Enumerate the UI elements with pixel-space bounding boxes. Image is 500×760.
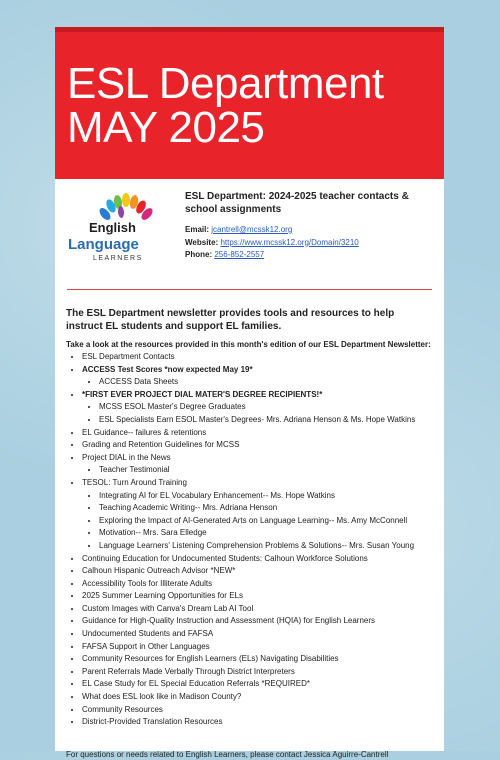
sub-list (82, 401, 432, 426)
newsletter-card (55, 27, 444, 759)
list-item[interactable] (82, 389, 432, 427)
sub-list-item[interactable]: • Integrating AI for EL Vocabulary Enhancement-- Ms. Hope Watkins (99, 490, 432, 503)
sub-list (82, 490, 432, 553)
list-item[interactable] (82, 641, 432, 654)
list-item-label[interactable]: *FIRST EVER PROJECT DIAL MATER'S DEGREE RECIPIENTS!* (82, 389, 323, 399)
list-item[interactable] (82, 653, 432, 666)
list-item[interactable] (82, 603, 432, 616)
list-item-label[interactable]: What does ESL look like in Madison County? (82, 692, 242, 702)
list-item-label[interactable]: Calhoun Hispanic Outreach Advisor *NEW* (82, 566, 236, 576)
page-title (67, 59, 432, 152)
list-item[interactable] (82, 590, 432, 603)
list-item[interactable] (82, 716, 432, 729)
list-item-label[interactable]: ESL Department Contacts (82, 352, 175, 361)
list-item-label[interactable]: EL Guidance-- failures & retentions (82, 427, 207, 437)
list-item[interactable] (82, 565, 432, 578)
list-item[interactable] (82, 678, 432, 691)
title-line-1: ESL Department (67, 59, 384, 108)
list-item-label[interactable]: EL Case Study for EL Special Education Referrals *REQUIRED* (82, 679, 310, 689)
intro-text: The ESL Department newsletter provides tools and resources to help instruct EL students and support EL families. (66, 308, 395, 332)
sub-list-item[interactable]: • Teacher Testimonial (99, 464, 432, 477)
phone-line (185, 249, 432, 262)
footer-text: For questions or needs related to English Learners, please contact Jessica Aguirre-Cantrell (66, 749, 389, 759)
list-item[interactable] (82, 666, 432, 679)
list-item[interactable] (82, 452, 432, 477)
sub-list-item[interactable]: • MCSS ESOL Master's Degree Graduates (99, 401, 432, 414)
list-item-label[interactable]: District-Provided Translation Resources (82, 717, 223, 727)
list-item[interactable] (82, 691, 432, 704)
list-item[interactable] (82, 351, 432, 364)
list-item-label[interactable]: TESOL: Turn Around Training (82, 477, 187, 487)
contact-info (175, 190, 432, 265)
list-item-label[interactable]: Guidance for High-Quality Instruction and Assessment (HQIA) for English Learners (82, 616, 376, 626)
resource-list (66, 351, 432, 729)
list-item-label[interactable]: Parent Referrals Made Verbally Through District Interpreters (82, 666, 295, 676)
phone-link[interactable]: 256-852-2557 (214, 250, 265, 259)
list-item-label[interactable]: 2025 Summer Learning Opportunities for ELs (82, 591, 243, 601)
hands-logo-icon (65, 190, 175, 265)
sub-list-item[interactable]: • Teaching Academic Writing-- Mrs. Adriana Henson (99, 502, 432, 515)
list-item[interactable] (82, 704, 432, 717)
list-item[interactable] (82, 578, 432, 591)
website-label: Website: (185, 237, 219, 247)
website-line (185, 237, 432, 250)
list-item-label[interactable]: Continuing Education for Undocumented Students: Calhoun Workforce Solutions (82, 553, 368, 563)
list-item[interactable] (82, 477, 432, 553)
svg-text:Language: Language (68, 236, 139, 253)
list-item[interactable] (82, 615, 432, 628)
sub-list-item[interactable]: • Motivation-- Mrs. Sara Elledge (99, 527, 432, 540)
email-line (185, 224, 432, 237)
list-item-label[interactable]: Undocumented Students and FAFSA (82, 629, 214, 639)
list-item[interactable] (82, 628, 432, 641)
email-label: Email: (185, 225, 210, 234)
list-item-label[interactable]: Community Resources for English Learners (ELs) Navigating Disabilities (82, 654, 339, 664)
list-item-label[interactable]: Grading and Retention Guidelines for MCSS (82, 440, 240, 450)
list-item[interactable] (82, 364, 432, 389)
svg-text:English: English (89, 220, 136, 235)
lead-text: Take a look at the resources provided in this month's edition of our ESL Department Newsletter: (66, 340, 431, 349)
email-link[interactable]: jcantrell@mcssk12.org (211, 225, 293, 234)
sub-list (82, 376, 432, 389)
list-item-label[interactable]: Project DIAL in the News (82, 452, 171, 462)
phone-label: Phone: (185, 250, 213, 259)
sub-list-item[interactable]: • Language Learners' Listening Comprehension Problems & Solutions-- Mrs. Susan Young (99, 540, 432, 553)
list-item-label[interactable]: Accessibility Tools for Illiterate Adults (82, 578, 213, 588)
sub-list-item[interactable]: • ACCESS Data Sheets (99, 376, 432, 389)
list-item-label[interactable]: Community Resources (82, 704, 163, 714)
sub-list-item[interactable]: • Exploring the Impact of AI-Generated Arts on Language Learning-- Ms. Amy McConnell (99, 515, 432, 528)
list-item-label[interactable]: FAFSA Support in Other Languages (82, 641, 210, 651)
list-item[interactable] (82, 553, 432, 566)
contact-section (55, 179, 444, 265)
svg-text:LEARNERS: LEARNERS (93, 255, 143, 262)
list-item-label[interactable]: Custom Images with Canva's Dream Lab AI Tool (82, 603, 254, 613)
list-item-label[interactable]: ACCESS Test Scores *now expected May 19* (82, 364, 253, 374)
sub-list (82, 464, 432, 477)
contact-heading: ESL Department: 2024-2025 teacher contacts & school assignments (185, 191, 409, 215)
website-link[interactable]: https://www.mcssk12.org/Domain/3210 (220, 237, 359, 247)
sub-list-item[interactable]: • ESL Specialists Earn ESOL Master's Degrees- Mrs. Adriana Henson & Ms. Hope Watkins (99, 414, 432, 427)
title-line-2: MAY 2025 (67, 103, 265, 152)
english-language-learners-logo (65, 190, 175, 265)
header-banner (55, 27, 444, 179)
list-item[interactable] (82, 439, 432, 452)
newsletter-body (55, 290, 444, 760)
list-item[interactable] (82, 427, 432, 440)
